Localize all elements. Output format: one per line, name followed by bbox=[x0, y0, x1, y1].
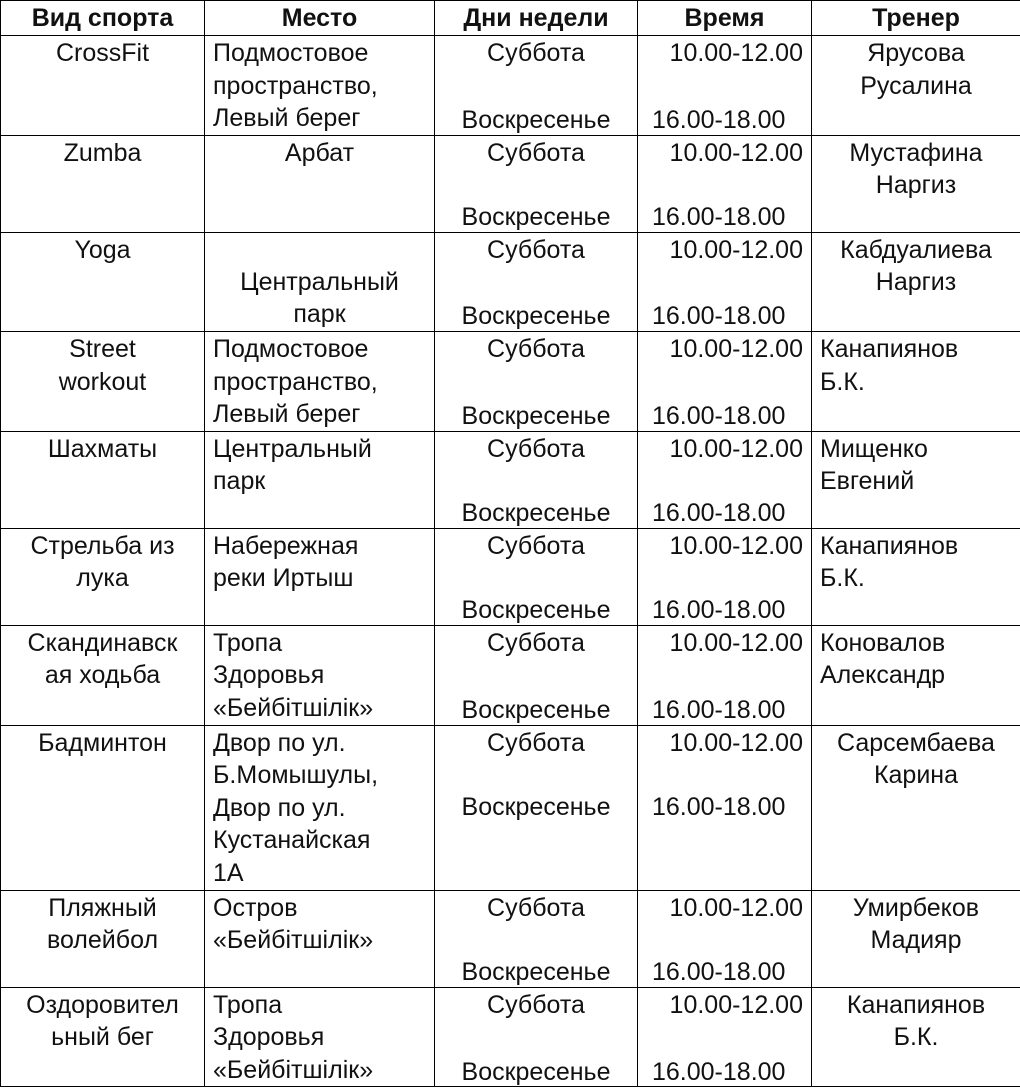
days-cell bbox=[435, 625, 638, 725]
coach-cell bbox=[812, 331, 1020, 431]
place-cell bbox=[205, 890, 435, 987]
time-sunday: 16.00-18.00 bbox=[652, 1057, 786, 1086]
place-name: Тропа Здоровья «Бейбітшілік» bbox=[213, 628, 374, 722]
table-row bbox=[1, 36, 1020, 136]
coach-cell bbox=[812, 890, 1020, 987]
time-sunday: 16.00-18.00 bbox=[652, 596, 786, 625]
coach-name: Сарсембаева Карина bbox=[837, 728, 995, 790]
table-row bbox=[1, 232, 1020, 331]
days-cell bbox=[435, 431, 638, 528]
place-name: Подмостовое пространство, Левый берег bbox=[213, 39, 378, 133]
place-name: Центральный парк bbox=[240, 267, 399, 329]
time-sunday: 16.00-18.00 bbox=[652, 499, 786, 528]
place-name: Двор по ул. Б.Момышулы, Двор по ул. Кустанайская 1А bbox=[213, 728, 379, 887]
day-sunday: Воскресенье bbox=[461, 106, 611, 135]
coach-cell bbox=[812, 431, 1020, 528]
day-saturday: Суббота bbox=[487, 728, 585, 757]
time-cell bbox=[638, 625, 812, 725]
time-sunday: 16.00-18.00 bbox=[652, 106, 786, 135]
header-sport: Вид спорта bbox=[1, 1, 205, 36]
time-saturday: 10.00-12.00 bbox=[669, 334, 803, 363]
time-saturday: 10.00-12.00 bbox=[669, 138, 803, 167]
place-name: Остров «Бейбітшілік» bbox=[213, 893, 374, 955]
sport-name: Yoga bbox=[74, 235, 131, 264]
header-place: Место bbox=[205, 1, 435, 36]
sport-cell bbox=[1, 890, 205, 987]
day-sunday: Воскресенье bbox=[461, 792, 611, 821]
time-saturday: 10.00-12.00 bbox=[669, 628, 803, 657]
days-cell bbox=[435, 36, 638, 136]
sport-name: CrossFit bbox=[55, 39, 150, 67]
coach-cell bbox=[812, 725, 1020, 890]
time-cell bbox=[638, 431, 812, 528]
time-cell bbox=[638, 232, 812, 331]
sport-name: Шахматы bbox=[47, 434, 158, 463]
day-sunday: Воскресенье bbox=[461, 596, 611, 625]
coach-name: Мищенко Евгений bbox=[820, 434, 928, 496]
time-cell bbox=[638, 725, 812, 890]
coach-cell bbox=[812, 528, 1020, 625]
day-saturday: Суббота bbox=[487, 138, 585, 167]
place-name: Центральный парк bbox=[213, 434, 372, 496]
time-cell bbox=[638, 36, 812, 136]
sport-cell bbox=[1, 625, 205, 725]
time-saturday: 10.00-12.00 bbox=[669, 990, 803, 1019]
header-coach: Тренер bbox=[812, 1, 1020, 36]
day-sunday: Воскресенье bbox=[461, 203, 611, 232]
days-cell bbox=[435, 331, 638, 431]
table-row bbox=[1, 528, 1020, 625]
coach-name: Канапиянов Б.К. bbox=[820, 334, 959, 396]
time-saturday: 10.00-12.00 bbox=[669, 434, 803, 463]
time-saturday: 10.00-12.00 bbox=[669, 893, 803, 922]
time-sunday: 16.00-18.00 bbox=[652, 402, 786, 431]
day-saturday: Суббота bbox=[487, 334, 585, 363]
sport-name: Скандинавск ая ходьба bbox=[27, 628, 178, 690]
table-row bbox=[1, 135, 1020, 232]
place-name: Набережная реки Иртыш bbox=[213, 531, 359, 593]
place-cell bbox=[205, 232, 435, 331]
day-saturday: Суббота bbox=[487, 628, 585, 657]
time-cell bbox=[638, 135, 812, 232]
coach-cell bbox=[812, 36, 1020, 136]
days-cell bbox=[435, 135, 638, 232]
time-saturday: 10.00-12.00 bbox=[669, 531, 803, 560]
day-sunday: Воскресенье bbox=[461, 1057, 611, 1086]
place-cell bbox=[205, 725, 435, 890]
coach-name: Кабдуалиева Наргиз bbox=[840, 235, 992, 297]
header-row bbox=[1, 1, 1020, 36]
sport-cell bbox=[1, 725, 205, 890]
time-saturday: 10.00-12.00 bbox=[669, 728, 803, 757]
days-cell bbox=[435, 528, 638, 625]
time-saturday: 10.00-12.00 bbox=[669, 39, 803, 67]
day-saturday: Суббота bbox=[487, 893, 585, 922]
days-cell bbox=[435, 890, 638, 987]
day-saturday: Суббота bbox=[487, 990, 585, 1019]
day-saturday: Суббота bbox=[487, 39, 585, 67]
table-row bbox=[1, 725, 1020, 890]
time-cell bbox=[638, 528, 812, 625]
time-sunday: 16.00-18.00 bbox=[652, 792, 786, 821]
sport-name: Пляжный волейбол bbox=[46, 893, 159, 955]
day-saturday: Суббота bbox=[487, 531, 585, 560]
sport-cell bbox=[1, 528, 205, 625]
day-sunday: Воскресенье bbox=[461, 957, 611, 986]
time-cell bbox=[638, 987, 812, 1087]
day-sunday: Воскресенье bbox=[461, 499, 611, 528]
day-sunday: Воскресенье bbox=[461, 402, 611, 431]
place-cell bbox=[205, 331, 435, 431]
time-sunday: 16.00-18.00 bbox=[652, 695, 786, 724]
table-row bbox=[1, 890, 1020, 987]
coach-name: Канапиянов Б.К. bbox=[820, 531, 959, 593]
sport-cell bbox=[1, 331, 205, 431]
place-cell bbox=[205, 431, 435, 528]
days-cell bbox=[435, 987, 638, 1087]
coach-name: Мустафина Наргиз bbox=[849, 138, 983, 200]
place-cell bbox=[205, 987, 435, 1087]
coach-cell bbox=[812, 135, 1020, 232]
sport-cell bbox=[1, 36, 205, 136]
day-sunday: Воскресенье bbox=[461, 695, 611, 724]
sport-cell bbox=[1, 987, 205, 1087]
time-saturday: 10.00-12.00 bbox=[669, 235, 803, 264]
table-row bbox=[1, 331, 1020, 431]
place-cell bbox=[205, 36, 435, 136]
header-days: Дни недели bbox=[435, 1, 638, 36]
day-sunday: Воскресенье bbox=[461, 302, 611, 331]
place-name: Подмостовое пространство, Левый берег bbox=[213, 334, 378, 429]
sport-cell bbox=[1, 431, 205, 528]
sport-cell bbox=[1, 135, 205, 232]
coach-name: Канапиянов Б.К. bbox=[846, 990, 986, 1052]
place-name: Тропа Здоровья «Бейбітшілік» bbox=[213, 990, 374, 1084]
sport-name: Бадминтон bbox=[38, 728, 167, 757]
table-row bbox=[1, 625, 1020, 725]
time-sunday: 16.00-18.00 bbox=[652, 302, 786, 331]
place-cell bbox=[205, 135, 435, 232]
sport-name: Street workout bbox=[58, 334, 147, 396]
sport-cell bbox=[1, 232, 205, 331]
place-cell bbox=[205, 528, 435, 625]
day-saturday: Суббота bbox=[487, 434, 585, 463]
sport-name: Стрельба из лука bbox=[30, 531, 175, 593]
place-name: Арбат bbox=[284, 138, 355, 167]
day-saturday: Суббота bbox=[487, 235, 585, 264]
place-cell bbox=[205, 625, 435, 725]
time-cell bbox=[638, 890, 812, 987]
days-cell bbox=[435, 232, 638, 331]
sport-name: Zumba bbox=[63, 138, 142, 167]
sport-name: Оздоровител ьный бег bbox=[26, 990, 179, 1052]
time-sunday: 16.00-18.00 bbox=[652, 203, 786, 232]
coach-name: Умирбеков Мадияр bbox=[852, 893, 980, 955]
coach-cell bbox=[812, 987, 1020, 1087]
coach-cell bbox=[812, 232, 1020, 331]
time-cell bbox=[638, 331, 812, 431]
coach-name: Ярусова Русалина bbox=[860, 39, 972, 100]
coach-name: Коновалов Александр bbox=[820, 628, 946, 690]
header-time: Время bbox=[638, 1, 812, 36]
table-row bbox=[1, 987, 1020, 1087]
time-sunday: 16.00-18.00 bbox=[652, 957, 786, 986]
days-cell bbox=[435, 725, 638, 890]
table-row bbox=[1, 431, 1020, 528]
coach-cell bbox=[812, 625, 1020, 725]
